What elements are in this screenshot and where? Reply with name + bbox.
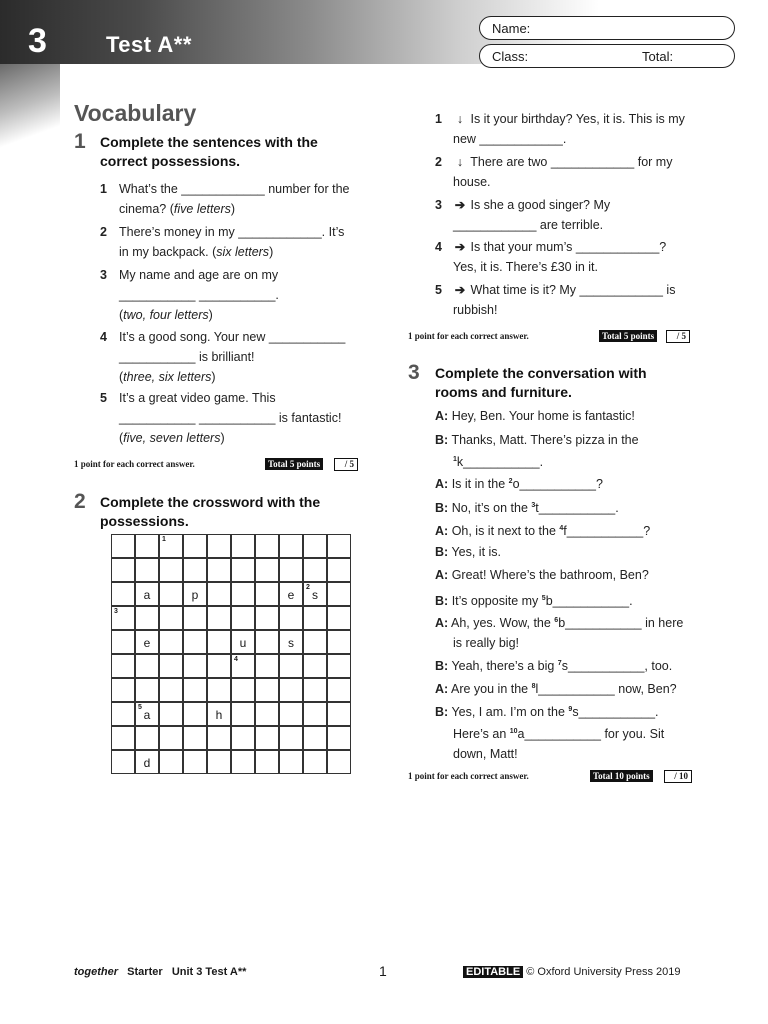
answer-gap[interactable]: t___________. bbox=[535, 501, 619, 516]
dialogue-line-a1 bbox=[435, 406, 715, 426]
item-number: 3 bbox=[100, 268, 107, 282]
arrow-down-icon: ↓ bbox=[456, 155, 464, 169]
crossword-cell[interactable] bbox=[327, 534, 351, 558]
crossword-cell[interactable] bbox=[159, 678, 183, 702]
crossword-cell[interactable] bbox=[327, 582, 351, 606]
crossword-cell[interactable] bbox=[207, 606, 231, 630]
ex1b-item-2 bbox=[435, 152, 705, 192]
crossword-cell[interactable] bbox=[207, 726, 231, 750]
gap-number: 6 bbox=[554, 617, 559, 624]
crossword-cell[interactable] bbox=[207, 582, 231, 606]
crossword-cell[interactable] bbox=[183, 702, 207, 726]
answer-gap[interactable]: l___________ now, Ben? bbox=[535, 682, 677, 697]
crossword-cell[interactable] bbox=[183, 582, 207, 606]
crossword-cell[interactable] bbox=[231, 534, 255, 558]
ex3-score-row bbox=[408, 770, 692, 784]
crossword-cell[interactable] bbox=[135, 558, 159, 582]
speaker-label: B: bbox=[435, 433, 449, 447]
crossword-cell[interactable] bbox=[279, 750, 303, 774]
speaker-label: B: bbox=[435, 545, 449, 559]
dialogue-text: Thanks, Matt. There’s pizza in the bbox=[451, 433, 639, 447]
item-number: 2 bbox=[435, 155, 442, 169]
footer-right bbox=[463, 966, 680, 978]
crossword-cell[interactable] bbox=[159, 726, 183, 750]
crossword-letter: e bbox=[143, 636, 151, 650]
crossword-cell[interactable] bbox=[303, 726, 327, 750]
dialogue-text: Yes, I am. I’m on the bbox=[451, 705, 569, 720]
score-box[interactable]: / 5 bbox=[334, 458, 358, 471]
dialogue-line-b6 bbox=[435, 700, 715, 764]
dialogue-text: Here’s an bbox=[453, 727, 510, 742]
speaker-label: A: bbox=[435, 409, 449, 423]
crossword-cell[interactable] bbox=[159, 582, 183, 606]
score-box[interactable]: / 10 bbox=[664, 770, 692, 783]
speaker-label: B: bbox=[435, 501, 449, 516]
dialogue-text: Hey, Ben. Your home is fantastic! bbox=[451, 409, 635, 423]
dialogue-text: Is it in the bbox=[451, 477, 509, 492]
item-hint: five letters bbox=[173, 202, 231, 216]
crossword-cell[interactable] bbox=[231, 678, 255, 702]
score-label: 1 point for each correct answer. bbox=[408, 771, 529, 781]
answer-gap[interactable]: f___________? bbox=[563, 524, 651, 539]
crossword-cell[interactable] bbox=[231, 726, 255, 750]
item-number: 5 bbox=[100, 391, 107, 405]
score-box[interactable]: / 5 bbox=[666, 330, 690, 343]
crossword-cell[interactable] bbox=[255, 654, 279, 678]
ex1b-item-5 bbox=[435, 280, 705, 320]
crossword-cell[interactable] bbox=[327, 558, 351, 582]
dialogue-line-a3 bbox=[435, 519, 715, 541]
item-text: rubbish! bbox=[453, 303, 498, 317]
crossword-cell[interactable] bbox=[279, 702, 303, 726]
crossword-cell[interactable] bbox=[279, 678, 303, 702]
name-field[interactable] bbox=[479, 16, 735, 40]
item-text: My name and age are on my bbox=[119, 268, 279, 282]
crossword-cell[interactable] bbox=[255, 702, 279, 726]
arrow-down-icon: ↓ bbox=[456, 112, 464, 126]
class-total-field[interactable] bbox=[479, 44, 735, 68]
gap-number: 1 bbox=[453, 456, 457, 463]
crossword-letter: u bbox=[239, 636, 247, 650]
exercise-2-number: 2 bbox=[74, 490, 86, 513]
dialogue-text: Yeah, there’s a big bbox=[451, 659, 558, 674]
crossword-cell[interactable] bbox=[231, 702, 255, 726]
crossword-cell[interactable] bbox=[279, 582, 303, 606]
dialogue-text: No, it’s on the bbox=[451, 501, 532, 516]
crossword-cell[interactable] bbox=[135, 582, 159, 606]
item-text: house. bbox=[453, 175, 491, 189]
item-text: ) bbox=[220, 431, 225, 445]
crossword-cell[interactable] bbox=[159, 534, 183, 558]
crossword-letter: s bbox=[312, 588, 318, 602]
crossword-cell[interactable] bbox=[327, 630, 351, 654]
crossword-cell[interactable] bbox=[111, 606, 135, 630]
dialogue-line-b1 bbox=[435, 430, 715, 472]
unit-label: Unit 3 Test A** bbox=[171, 966, 247, 978]
copyright: © Oxford University Press 2019 bbox=[526, 966, 681, 978]
section-title: Vocabulary bbox=[74, 100, 197, 126]
crossword-cell[interactable] bbox=[135, 534, 159, 558]
dialogue-text: Oh, is it next to the bbox=[451, 524, 560, 539]
item-text: ____________ are terrible. bbox=[453, 218, 604, 232]
answer-gap[interactable]: s___________. bbox=[572, 705, 659, 720]
dialogue-line-b4 bbox=[435, 589, 715, 611]
crossword-cell[interactable] bbox=[279, 630, 303, 654]
crossword-letter: d bbox=[143, 756, 151, 770]
heading-line: Complete the sentences with the bbox=[100, 134, 318, 150]
dialogue-text: Yes, it is. bbox=[451, 545, 502, 559]
crossword-cell[interactable] bbox=[159, 606, 183, 630]
crossword-cell[interactable] bbox=[207, 558, 231, 582]
speaker-label: A: bbox=[435, 477, 449, 492]
item-number: 5 bbox=[435, 283, 442, 297]
item-text: ) bbox=[230, 202, 236, 216]
item-text: What’s the ____________ number for the bbox=[119, 182, 350, 196]
item-text: ___________ is brilliant! bbox=[119, 350, 255, 364]
item-text: cinema? ( bbox=[119, 202, 174, 216]
dialogue-line-b3 bbox=[435, 542, 715, 562]
item-number: 2 bbox=[100, 225, 107, 239]
item-hint: six letters bbox=[216, 245, 270, 259]
total-label: Total: bbox=[642, 49, 674, 64]
crossword-cell[interactable] bbox=[111, 654, 135, 678]
speaker-label: A: bbox=[435, 682, 449, 697]
crossword-cell[interactable] bbox=[111, 678, 135, 702]
crossword-letter: p bbox=[191, 588, 199, 602]
item-hint: five, seven letters bbox=[123, 431, 221, 445]
crossword-cell[interactable] bbox=[183, 654, 207, 678]
gap-number: 7 bbox=[557, 660, 562, 667]
crossword-cell[interactable] bbox=[255, 630, 279, 654]
heading-line: Complete the conversation with bbox=[435, 365, 647, 381]
crossword-clue-number: 4 bbox=[234, 656, 238, 663]
item-number: 4 bbox=[435, 240, 442, 254]
crossword-cell[interactable] bbox=[255, 534, 279, 558]
editable-badge: EDITABLE bbox=[463, 966, 523, 978]
test-title: Test A** bbox=[106, 32, 192, 57]
arrow-right-icon: ➔ bbox=[454, 240, 466, 254]
crossword-cell[interactable] bbox=[159, 750, 183, 774]
crossword-cell[interactable] bbox=[183, 678, 207, 702]
crossword-cell[interactable] bbox=[255, 606, 279, 630]
dialogue-line-a6 bbox=[435, 677, 715, 699]
crossword-cell[interactable] bbox=[231, 582, 255, 606]
crossword-cell[interactable] bbox=[135, 678, 159, 702]
crossword-cell[interactable] bbox=[279, 654, 303, 678]
dialogue-line-b2 bbox=[435, 496, 715, 518]
speaker-label: B: bbox=[435, 659, 449, 674]
crossword-cell[interactable] bbox=[327, 654, 351, 678]
item-number: 4 bbox=[100, 330, 107, 344]
crossword-cell[interactable] bbox=[231, 606, 255, 630]
exercise-3-number: 3 bbox=[408, 361, 420, 384]
score-total: Total 10 points bbox=[590, 770, 653, 782]
crossword-cell[interactable] bbox=[279, 726, 303, 750]
dialogue-line-a2 bbox=[435, 472, 715, 494]
gap-number: 8 bbox=[531, 683, 536, 690]
crossword-cell[interactable] bbox=[303, 534, 327, 558]
gap-number: 10 bbox=[509, 728, 518, 736]
crossword-cell[interactable] bbox=[207, 630, 231, 654]
class-label: Class: bbox=[492, 49, 529, 64]
gap-number: 5 bbox=[541, 595, 546, 602]
page-number: 1 bbox=[379, 963, 387, 979]
item-number: 3 bbox=[435, 198, 442, 212]
crossword-cell[interactable] bbox=[135, 654, 159, 678]
item-text: new ____________. bbox=[453, 132, 567, 146]
score-label: 1 point for each correct answer. bbox=[74, 459, 195, 469]
crossword-letter: e bbox=[287, 588, 295, 602]
item-text: There are two ____________ for my bbox=[470, 155, 673, 169]
crossword-cell[interactable] bbox=[159, 702, 183, 726]
crossword-cell[interactable] bbox=[231, 750, 255, 774]
crossword-cell[interactable] bbox=[207, 654, 231, 678]
dialogue-line-b5 bbox=[435, 654, 715, 676]
ex1-item-4 bbox=[100, 327, 370, 387]
crossword-cell[interactable] bbox=[303, 654, 327, 678]
answer-gap[interactable]: k___________. bbox=[456, 455, 544, 470]
crossword-cell[interactable] bbox=[135, 726, 159, 750]
item-text: ( bbox=[119, 370, 124, 384]
gap-number: 3 bbox=[531, 502, 536, 509]
crossword-letter: a bbox=[143, 588, 151, 602]
item-text: Yes, it is. There’s £30 in it. bbox=[453, 260, 598, 274]
item-text: ) bbox=[211, 370, 216, 384]
crossword-clue-number: 1 bbox=[162, 536, 166, 543]
crossword-cell[interactable] bbox=[135, 702, 159, 726]
crossword-clue-number: 5 bbox=[138, 704, 142, 711]
crossword-cell[interactable] bbox=[159, 630, 183, 654]
score-total: Total 5 points bbox=[265, 458, 323, 470]
crossword-cell[interactable] bbox=[255, 726, 279, 750]
crossword-cell[interactable] bbox=[111, 726, 135, 750]
crossword-cell[interactable] bbox=[279, 606, 303, 630]
crossword-clue-number: 2 bbox=[306, 584, 310, 591]
score-label: 1 point for each correct answer. bbox=[408, 331, 529, 341]
crossword-cell[interactable] bbox=[279, 534, 303, 558]
crossword-cell[interactable] bbox=[255, 558, 279, 582]
crossword-clue-number: 3 bbox=[114, 608, 118, 615]
crossword-cell[interactable] bbox=[207, 702, 231, 726]
crossword-cell[interactable] bbox=[111, 630, 135, 654]
dialogue-text: Great! Where’s the bathroom, Ben? bbox=[451, 568, 649, 582]
item-text: ___________ ___________ is fantastic! bbox=[119, 411, 342, 425]
gap-number: 2 bbox=[508, 478, 513, 485]
dialogue-text: down, Matt! bbox=[453, 747, 518, 762]
crossword-cell[interactable] bbox=[111, 750, 135, 774]
answer-gap[interactable]: b___________. bbox=[545, 594, 633, 609]
ex1b-score-row bbox=[408, 330, 692, 344]
crossword-cell[interactable] bbox=[255, 678, 279, 702]
crossword-cell[interactable] bbox=[159, 558, 183, 582]
name-label: Name: bbox=[492, 21, 531, 36]
crossword-cell[interactable] bbox=[303, 630, 327, 654]
ex1-item-3 bbox=[100, 265, 370, 325]
crossword-cell[interactable] bbox=[183, 750, 207, 774]
crossword-letter: a bbox=[143, 708, 151, 722]
crossword-cell[interactable] bbox=[231, 654, 255, 678]
dialogue-text: is really big! bbox=[453, 636, 519, 651]
heading-line: possessions. bbox=[100, 513, 189, 529]
crossword-cell[interactable] bbox=[327, 702, 351, 726]
ex1b-item-4 bbox=[435, 237, 705, 277]
crossword-letter: s bbox=[288, 636, 294, 650]
item-text: It’s a good song. Your new ___________ bbox=[119, 330, 346, 344]
dialogue-text: Are you in the bbox=[451, 682, 532, 697]
crossword-cell[interactable] bbox=[111, 534, 135, 558]
speaker-label: B: bbox=[435, 705, 449, 720]
dialogue-text: Ah, yes. Wow, the bbox=[451, 616, 555, 631]
ex1-item-1 bbox=[100, 179, 370, 219]
ex1-score-row bbox=[74, 458, 358, 472]
item-text: It’s a great video game. This bbox=[119, 391, 276, 405]
page-curl-decoration bbox=[0, 64, 60, 154]
score-total: Total 5 points bbox=[599, 330, 657, 342]
crossword-cell[interactable] bbox=[183, 726, 207, 750]
crossword-cell[interactable] bbox=[327, 678, 351, 702]
heading-line: correct possessions. bbox=[100, 153, 241, 169]
heading-line: rooms and furniture. bbox=[435, 384, 572, 400]
arrow-right-icon: ➔ bbox=[454, 198, 466, 212]
dialogue-text: It’s opposite my bbox=[451, 594, 542, 609]
crossword-cell[interactable] bbox=[111, 558, 135, 582]
heading-line: Complete the crossword with the bbox=[100, 494, 321, 510]
item-text: There’s money in my ____________. It’s bbox=[119, 225, 345, 239]
crossword-cell[interactable] bbox=[183, 606, 207, 630]
item-number: 1 bbox=[435, 112, 442, 126]
crossword-cell[interactable] bbox=[231, 558, 255, 582]
exercise-3-heading bbox=[435, 364, 647, 402]
item-text: ) bbox=[269, 245, 274, 259]
crossword-cell[interactable] bbox=[279, 558, 303, 582]
item-hint: two, four letters bbox=[123, 308, 209, 322]
item-text: Is that your mum’s ____________? bbox=[470, 240, 667, 254]
brand-name: together bbox=[74, 966, 118, 978]
crossword-cell[interactable] bbox=[159, 654, 183, 678]
crossword-cell[interactable] bbox=[183, 558, 207, 582]
dialogue-line-a5 bbox=[435, 611, 715, 653]
crossword-cell[interactable] bbox=[207, 750, 231, 774]
crossword-cell[interactable] bbox=[207, 678, 231, 702]
answer-gap[interactable]: s___________, too. bbox=[561, 659, 673, 674]
item-text: ) bbox=[208, 308, 213, 322]
arrow-right-icon: ➔ bbox=[454, 283, 466, 297]
crossword-letter: h bbox=[215, 708, 223, 722]
speaker-label: A: bbox=[435, 616, 449, 631]
item-text: Is she a good singer? My bbox=[470, 198, 611, 212]
item-text: Is it your birthday? Yes, it is. This is my bbox=[470, 112, 685, 126]
gap-number: 9 bbox=[568, 706, 573, 713]
item-text: ( bbox=[119, 431, 124, 445]
item-text: What time is it? My ____________ is bbox=[470, 283, 676, 297]
exercise-1-heading bbox=[100, 133, 318, 171]
crossword-cell[interactable] bbox=[207, 534, 231, 558]
crossword-cell[interactable] bbox=[183, 534, 207, 558]
crossword-cell[interactable] bbox=[135, 606, 159, 630]
crossword-cell[interactable] bbox=[303, 606, 327, 630]
crossword-cell[interactable] bbox=[327, 606, 351, 630]
crossword-cell[interactable] bbox=[303, 702, 327, 726]
crossword-cell[interactable] bbox=[255, 582, 279, 606]
unit-number: 3 bbox=[28, 22, 47, 60]
ex1-item-5 bbox=[100, 388, 370, 448]
crossword-cell[interactable] bbox=[303, 750, 327, 774]
crossword-cell[interactable] bbox=[255, 750, 279, 774]
dialogue-line-a4 bbox=[435, 565, 715, 585]
crossword-cell[interactable] bbox=[327, 750, 351, 774]
crossword-cell[interactable] bbox=[303, 678, 327, 702]
footer-left bbox=[74, 966, 246, 978]
item-number: 1 bbox=[100, 182, 107, 196]
speaker-label: B: bbox=[435, 594, 449, 609]
item-text: in my backpack. ( bbox=[119, 245, 217, 259]
ex1b-item-3 bbox=[435, 195, 705, 235]
crossword-cell[interactable] bbox=[111, 702, 135, 726]
speaker-label: A: bbox=[435, 524, 449, 539]
answer-gap[interactable]: o___________? bbox=[512, 477, 603, 492]
crossword-cell[interactable] bbox=[303, 558, 327, 582]
answer-gap[interactable]: a___________ for you. Sit bbox=[517, 727, 665, 742]
item-text: ( bbox=[119, 308, 124, 322]
item-hint: three, six letters bbox=[123, 370, 212, 384]
crossword-cell[interactable] bbox=[303, 582, 327, 606]
crossword-cell[interactable] bbox=[111, 582, 135, 606]
ex1-item-2 bbox=[100, 222, 370, 262]
exercise-1-number: 1 bbox=[74, 130, 86, 153]
crossword-cell[interactable] bbox=[327, 726, 351, 750]
level-label: Starter bbox=[127, 966, 163, 978]
item-text: ___________ ___________. bbox=[119, 288, 279, 302]
speaker-label: A: bbox=[435, 568, 449, 582]
ex1b-item-1 bbox=[435, 109, 705, 149]
gap-number: 4 bbox=[559, 525, 564, 532]
exercise-2-heading bbox=[100, 493, 320, 531]
crossword-cell[interactable] bbox=[135, 630, 159, 654]
crossword-cell[interactable] bbox=[135, 750, 159, 774]
crossword-cell[interactable] bbox=[231, 630, 255, 654]
answer-gap[interactable]: b___________ in here bbox=[558, 616, 684, 631]
crossword-cell[interactable] bbox=[183, 630, 207, 654]
